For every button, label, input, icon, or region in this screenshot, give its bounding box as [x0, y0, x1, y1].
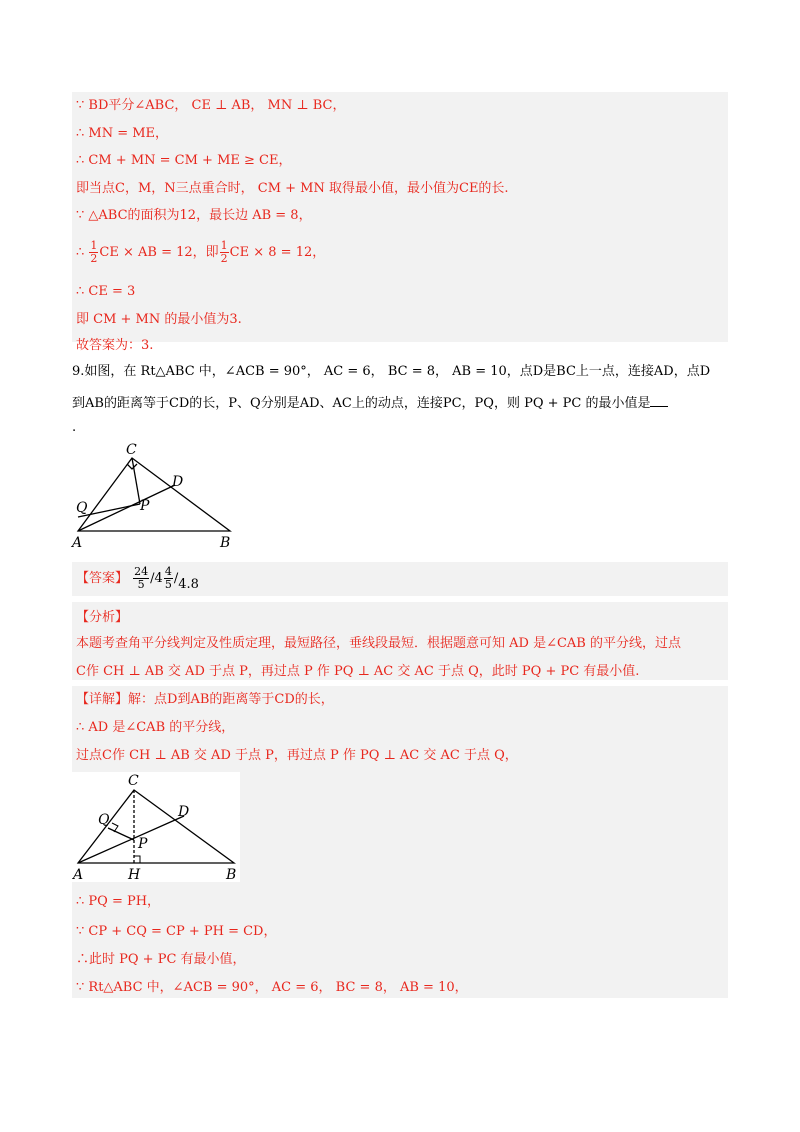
fig2-label-P: P	[138, 836, 148, 852]
solution-line-1: ∵ BD平分∠ABC， CE ⊥ AB， MN ⊥ BC，	[76, 98, 346, 113]
therefore-sign: ∴	[76, 245, 85, 260]
fraction-half-1: $\frac{1}{2}$	[90, 239, 98, 265]
solution-line-8: 即 CM + MN 的最小值为3.	[76, 312, 242, 327]
solution-line-6	[76, 240, 325, 265]
fig2-label-C: C	[128, 773, 139, 789]
answer-decimal: 4.8	[178, 577, 199, 592]
detail-line-2: ∴ AD 是∠CAB 的平分线，	[76, 720, 235, 735]
solution-line-7: ∴ CE = 3	[76, 284, 136, 299]
fig1-label-C: C	[126, 442, 137, 458]
solution-line-4: 即当点C，M，N三点重合时， CM + MN 取得最小值，最小值为CE的长.	[76, 181, 509, 196]
answer-blank	[650, 394, 668, 407]
answer-mixed-fraction: $\frac{4}{5}$	[164, 565, 172, 591]
triangle-figure-2	[72, 772, 242, 884]
question-line-2: 到AB的距离等于CD的长，P、Q分别是AD、AC上的动点，连接PC，PQ，则 PQ + PC 的最小值是	[72, 394, 668, 412]
solution-line-5: ∵ △ABC的面积为12，最长边 AB = 8，	[76, 208, 312, 223]
fig1-label-Q: Q	[76, 500, 88, 516]
solution-line-3: ∴ CM + MN = CM + ME ≥ CE，	[76, 153, 292, 168]
tail-line-3: ∴此时 PQ + PC 有最小值，	[76, 952, 246, 967]
answer-separator: /	[150, 571, 155, 586]
fig2-label-D: D	[178, 804, 190, 820]
solution-line-6-mid: CE × AB = 12，即	[99, 245, 219, 260]
tail-line-4: ∵ Rt△ABC 中，∠ACB = 90°， AC = 6， BC = 8， AB = 10，	[76, 980, 468, 995]
fig1-label-B: B	[220, 535, 231, 551]
tail-line-1: ∴ PQ = PH，	[76, 894, 161, 909]
question-line-1: 9.如图，在 Rt△ABC 中，∠ACB = 90°， AC = 6， BC = 8， AB = 10，点D是BC上一点，连接AD，点D	[72, 364, 711, 379]
detail-tag: 【详解】	[76, 692, 129, 707]
fraction-half-2: $\frac{1}{2}$	[220, 239, 228, 265]
answer-separator-2: /	[173, 571, 179, 586]
answer-tag: 【答案】	[76, 571, 129, 586]
fig2-label-A: A	[73, 867, 84, 883]
fig1-label-D: D	[172, 474, 184, 490]
solution-line-9: 故答案为：3.	[76, 338, 154, 353]
answer-fraction: $\frac{24}{5}$	[134, 565, 149, 591]
fig2-label-Q: Q	[98, 812, 110, 828]
triangle-figure-1	[70, 442, 250, 552]
solution-line-6-end: CE × 8 = 12，	[229, 245, 326, 260]
fig2-label-H: H	[128, 867, 141, 883]
analysis-tag: 【分析】	[76, 610, 129, 625]
answer-mixed-whole: 4	[154, 571, 163, 586]
fig1-label-P: P	[140, 498, 150, 514]
analysis-line-1: 本题考查角平分线判定及性质定理，最短路径，垂线段最短．根据题意可知 AD 是∠CAB 的平分线，过点	[76, 636, 681, 651]
answer-line	[76, 566, 199, 592]
tail-line-2: ∵ CP + CQ = CP + PH = CD，	[76, 924, 277, 939]
detail-line-3: 过点C作 CH ⊥ AB 交 AD 于点 P，再过点 P 作 PQ ⊥ AC 交 AC 于点 Q，	[76, 748, 518, 763]
fig2-label-B: B	[226, 867, 237, 883]
analysis-line-2: C作 CH ⊥ AB 交 AD 于点 P，再过点 P 作 PQ ⊥ AC 交 AC 于点 Q，此时 PQ + PC 有最小值.	[76, 664, 640, 679]
solution-line-2: ∴ MN = ME，	[76, 126, 169, 141]
detail-line-1: 【详解】解：点D到AB的距离等于CD的长，	[76, 692, 334, 707]
question-line-3: .	[72, 420, 77, 435]
fig1-label-A: A	[72, 535, 83, 551]
